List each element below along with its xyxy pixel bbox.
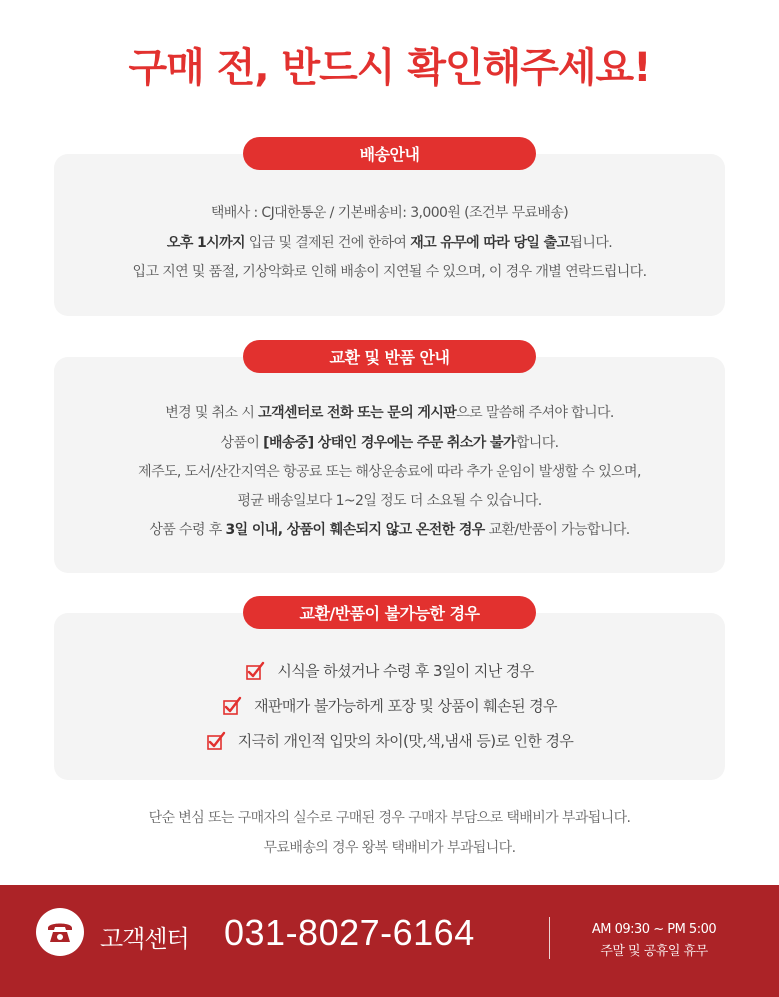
customer-center-label: 고객센터 <box>100 925 189 953</box>
shipping-delay-text: 입고 지연 및 품절, 기상악화로 인해 배송이 지연될 수 있으며, 이 경우 개별 연락드립니다. <box>132 264 647 280</box>
shipping-carrier-text: 택배사 : CJ대한통운 / 기본배송비: 3,000원 (조건부 무료배송) <box>210 205 569 221</box>
exchange-cancel-bold: 고객센터로 전화 또는 문의 게시판 <box>258 405 457 421</box>
not-allowed-header: 교환/반품이 불가능한 경우 <box>243 596 536 629</box>
customer-center-footer <box>0 885 779 997</box>
exchange-condition-text-1: 상품 수령 후 <box>149 522 226 538</box>
shipping-fee-note: 단순 변심 또는 구매자의 실수로 구매된 경우 구매자 부담으로 택배비가 부과됩니다. <box>148 810 631 826</box>
shipping-info-header: 배송안내 <box>243 137 536 170</box>
checkbox-checked-icon <box>206 731 226 751</box>
not-allowed-item <box>54 695 725 716</box>
shipping-dispatch-text-1: 입금 및 결제된 건에 한하여 <box>244 235 411 251</box>
exchange-condition-text <box>54 520 725 540</box>
exchange-delay-text: 평균 배송일보다 1~2일 정도 더 소요될 수 있습니다. <box>237 493 542 509</box>
exchange-cancel-text <box>54 403 725 423</box>
exchange-status-bold: [배송중] 상태인 경우에는 주문 취소가 불가 <box>263 435 516 451</box>
exchange-cancel-text-2: 으로 말씀해 주셔야 합니다. <box>456 405 614 421</box>
not-allowed-item <box>54 660 725 681</box>
shipping-dispatch-bold-1: 오후 1시까지 <box>166 235 245 251</box>
business-hours-holiday: 주말 및 공휴일 휴무 <box>600 944 708 959</box>
shipping-dispatch-bold-2: 재고 유무에 따라 당일 출고 <box>410 235 570 251</box>
checkbox-checked-icon <box>245 661 265 681</box>
not-allowed-item-text: 시식을 하셨거나 수령 후 3일이 지난 경우 <box>277 662 534 680</box>
not-allowed-item <box>54 730 725 751</box>
not-allowed-item-text: 지극히 개인적 입맛의 차이(맛,색,냄새 등)로 인한 경우 <box>237 732 574 750</box>
checkbox-checked-icon <box>222 696 242 716</box>
exchange-shipping-status-text <box>54 433 725 453</box>
exchange-island-text: 제주도, 도서/산간지역은 항공료 또는 해상운송료에 따라 추가 운임이 발생할 수 있으며, <box>138 464 641 480</box>
business-hours <box>566 919 742 963</box>
exchange-condition-text-2: 교환/반품이 가능합니다. <box>484 522 630 538</box>
customer-center-phone[interactable]: 031-8027-6164 <box>224 912 475 953</box>
page-title: 구매 전, 반드시 확인해주세요! <box>128 45 651 91</box>
exchange-status-text-2: 합니다. <box>515 435 559 451</box>
exchange-cancel-text-1: 변경 및 취소 시 <box>165 405 259 421</box>
not-allowed-item-text: 재판매가 불가능하게 포장 및 상품이 훼손된 경우 <box>254 697 557 715</box>
exchange-status-text-1: 상품이 <box>220 435 264 451</box>
shipping-dispatch-text-2: 됩니다. <box>569 235 613 251</box>
phone-icon-badge <box>36 908 84 956</box>
exchange-condition-bold: 3일 이내, 상품이 훼손되지 않고 온전한 경우 <box>225 522 485 538</box>
exchange-info-header: 교환 및 반품 안내 <box>243 340 536 373</box>
shipping-dispatch-text <box>54 233 725 253</box>
business-hours-time: AM 09:30 ~ PM 5:00 <box>591 922 717 937</box>
return-fee-note: 무료배송의 경우 왕복 택배비가 부과됩니다. <box>263 840 516 856</box>
footer-divider <box>549 917 550 959</box>
phone-icon <box>45 919 75 945</box>
